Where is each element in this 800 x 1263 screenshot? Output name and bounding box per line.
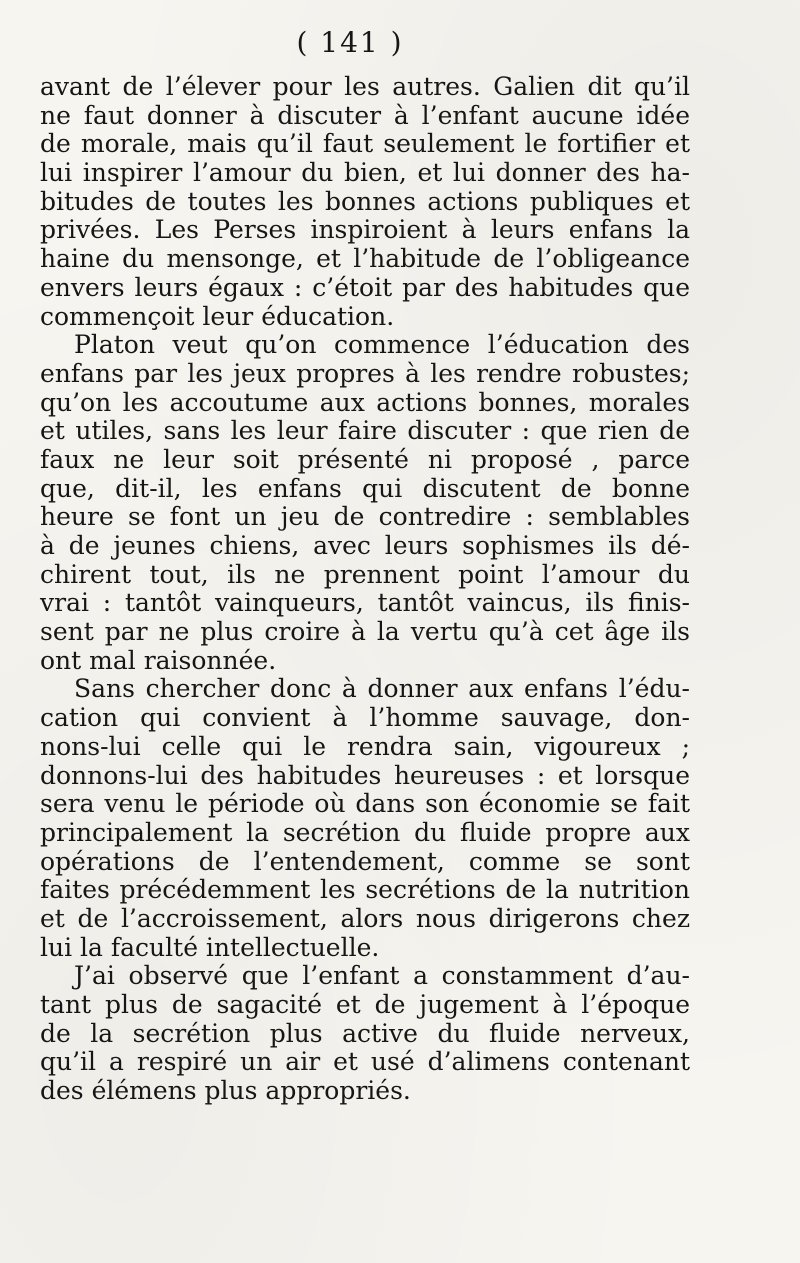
text-line: principalement la secrétion du fluide propre aux — [40, 817, 690, 847]
text-line: tant plus de sagacité et de jugement à l’époque — [40, 990, 690, 1019]
text-line: de morale, mais qu’il faut seulement le fortifier et — [40, 129, 690, 159]
text-line: sera venu le période où dans son économie se fait — [40, 789, 690, 819]
text-line: lui inspirer l’amour du bien, et lui donner des ha- — [40, 158, 690, 188]
text-line: donnons-lui des habitudes heureuses : et lorsque — [40, 760, 690, 790]
text-line: et de l’accroissement, alors nous dirigerons chez — [40, 903, 690, 933]
paragraph — [40, 962, 690, 1105]
text-line: cation qui convient à l’homme sauvage, don- — [40, 703, 690, 733]
paragraph — [40, 675, 690, 962]
text-line: que, dit-il, les enfans qui discutent de bonne — [40, 473, 690, 503]
text-line: des élémens plus appropriés. — [40, 1076, 411, 1106]
text-line: envers leurs égaux : c’étoit par des habitudes que — [40, 272, 690, 302]
text-line: ont mal raisonnée. — [40, 645, 277, 675]
text-line: à de jeunes chiens, avec leurs sophismes ils dé- — [40, 531, 690, 560]
text-line: lui la faculté intellectuelle. — [40, 932, 380, 962]
text-line: faux ne leur soit présenté ni proposé , parce — [40, 444, 690, 474]
text-line: bitudes de toutes les bonnes actions publiques et — [40, 186, 690, 216]
page-number: ( 141 ) — [296, 26, 404, 59]
paragraph — [40, 331, 690, 675]
text-line: sent par ne plus croire à la vertu qu’à cet âge ils — [40, 617, 690, 647]
text-line: qu’on les accoutume aux actions bonnes, morales — [40, 387, 690, 417]
text-line: nons-lui celle qui le rendra sain, vigoureux ; — [40, 731, 690, 761]
text-line: Platon veut qu’on commence l’éducation des — [74, 330, 690, 360]
text-line: J’ai observé que l’enfant a constamment d’au- — [74, 961, 690, 991]
text-line: et utiles, sans les leur faire discuter : que rien de — [40, 416, 690, 446]
text-line: ne faut donner à discuter à l’enfant aucune idée — [40, 100, 690, 130]
text-line: qu’il a respiré un air et usé d’alimens contenant — [40, 1047, 690, 1077]
text-line: avant de l’élever pour les autres. Galien dit qu’il — [40, 72, 690, 101]
text-line: commençoit leur éducation. — [40, 301, 395, 331]
text-line: de la secrétion plus active du fluide nerveux, — [40, 1018, 690, 1048]
paragraph — [40, 73, 690, 331]
text-line: enfans par les jeux propres à les rendre robustes; — [40, 358, 690, 388]
text-line: chirent tout, ils ne prennent point l’amour du — [40, 559, 690, 589]
text-line: vrai : tantôt vainqueurs, tantôt vaincus, ils finis- — [40, 588, 690, 618]
text-line: privées. Les Perses inspiroient à leurs enfans la — [40, 215, 690, 245]
text-line: Sans chercher donc à donner aux enfans l’édu- — [74, 674, 690, 704]
text-line: faites précédemment les secrétions de la nutrition — [40, 875, 690, 905]
text-line: haine du mensonge, et l’habitude de l’obligeance — [40, 244, 690, 274]
body-text — [40, 73, 690, 1106]
text-line: heure se font un jeu de contredire : semblables — [40, 502, 690, 532]
text-line: opérations de l’entendement, comme se sont — [40, 846, 690, 876]
